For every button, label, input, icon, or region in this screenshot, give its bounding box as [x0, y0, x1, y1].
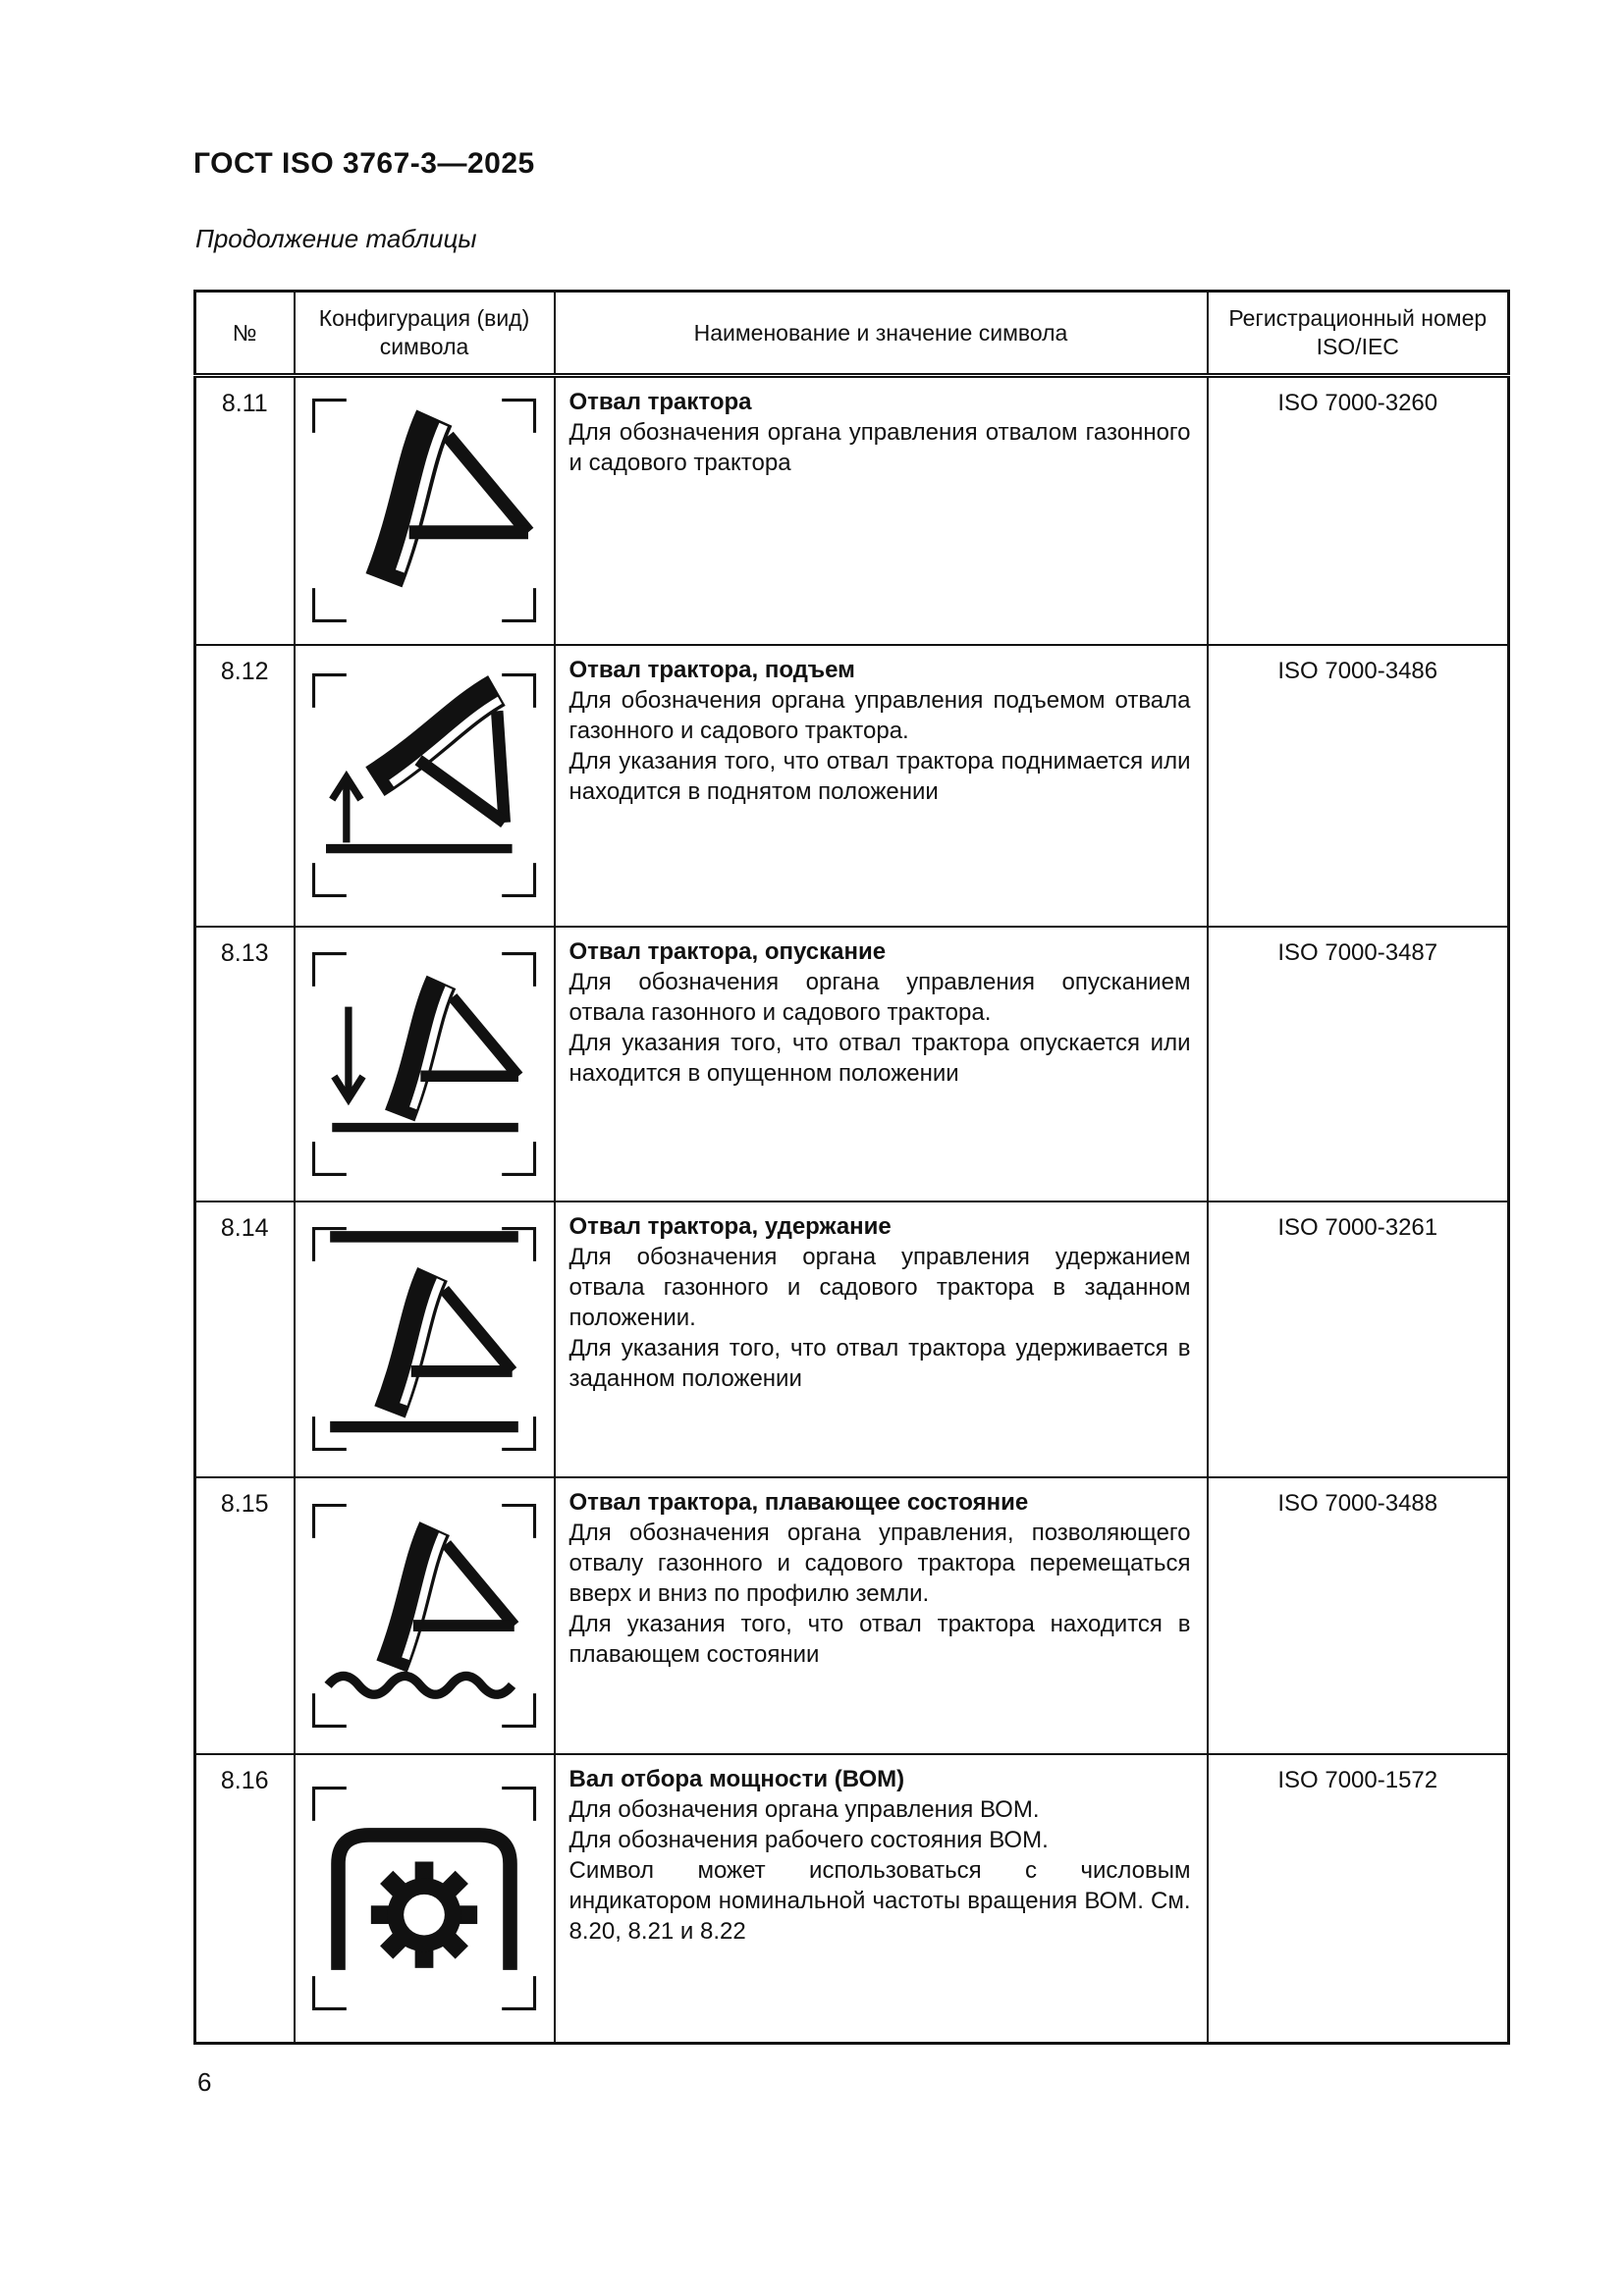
iso-registration-number: ISO 7000-1572 [1208, 1754, 1509, 2044]
table-row [195, 1201, 1509, 1477]
symbol-title: Отвал трактора, удержание [568, 1212, 892, 1240]
tractor-blade-lower-icon [301, 941, 547, 1187]
tractor-blade-icon [301, 388, 547, 633]
row-number: 8.14 [195, 1201, 295, 1477]
tractor-blade-hold-icon [301, 1216, 547, 1462]
row-number: 8.15 [195, 1477, 295, 1754]
symbol-title: Отвал трактора [568, 389, 752, 415]
wavy-ground-line [328, 1676, 512, 1694]
symbols-table [193, 290, 1510, 2045]
tractor-blade-raise-icon [301, 663, 547, 908]
symbol-description: Для обозначения органа управления подъемом отвала газонного и садового трактора. [568, 686, 1191, 744]
symbol-cell [295, 1754, 555, 2044]
tractor-blade-float-icon [301, 1493, 547, 1738]
symbol-description: Для обозначения рабочего состояния ВОМ. [568, 1826, 1049, 1853]
column-header-symbol-configuration: Конфигурация (вид) символа [295, 292, 555, 376]
symbol-description: Для обозначения органа управления отвалом газонного и садового трактора [568, 419, 1191, 476]
row-number: 8.16 [195, 1754, 295, 2044]
column-header-number: № [195, 292, 295, 376]
iso-registration-number: ISO 7000-3488 [1208, 1477, 1509, 1754]
page-number: 6 [197, 2067, 212, 2097]
gear-icon [371, 1861, 477, 1967]
table-row [195, 1754, 1509, 2044]
symbol-title: Отвал трактора, опускание [568, 937, 887, 965]
symbol-title: Вал отбора мощности (ВОМ) [568, 1765, 905, 1792]
table-row [195, 927, 1509, 1201]
row-number: 8.11 [195, 376, 295, 645]
symbol-title: Отвал трактора, подъем [568, 656, 855, 683]
iso-registration-number: ISO 7000-3486 [1208, 645, 1509, 927]
pto-gear-icon [301, 1776, 547, 2021]
row-number: 8.12 [195, 645, 295, 927]
symbol-description: Для указания того, что отвал трактора поднимается или находится в поднятом положении [568, 747, 1191, 805]
symbol-cell [295, 1201, 555, 1477]
table-header-row [195, 292, 1509, 376]
row-number: 8.13 [195, 927, 295, 1201]
iso-registration-number: ISO 7000-3260 [1208, 376, 1509, 645]
table-row [195, 376, 1509, 645]
symbol-description: Для обозначения органа управления опусканием отвала газонного и садового трактора. [568, 968, 1191, 1026]
symbol-description: Для обозначения органа управления, позволяющего отвалу газонного и садового трактора перемещаться вверх и вниз по профилю земли. [568, 1519, 1191, 1607]
iso-registration-number: ISO 7000-3261 [1208, 1201, 1509, 1477]
table-row [195, 1477, 1509, 1754]
symbol-title: Отвал трактора, плавающее состояние [568, 1488, 1029, 1516]
symbol-description: Символ может использоваться с числовым индикатором номинальной частоты вращения ВОМ. См. 8.20, 8.21 и 8.22 [568, 1856, 1191, 1945]
table-continuation-caption: Продолжение таблицы [195, 224, 477, 253]
symbol-cell [295, 927, 555, 1201]
iso-registration-number: ISO 7000-3487 [1208, 927, 1509, 1201]
symbol-description: Для указания того, что отвал трактора удерживается в заданном положении [568, 1334, 1191, 1392]
table-row [195, 645, 1509, 927]
symbol-description: Для указания того, что отвал трактора находится в плавающем состоянии [568, 1610, 1191, 1668]
doc-header: ГОСТ ISO 3767-3—2025 [193, 147, 535, 180]
symbol-cell [295, 376, 555, 645]
symbol-description: Для обозначения органа управления удержанием отвала газонного и садового трактора в заданном положении. [568, 1243, 1191, 1331]
column-header-name-meaning: Наименование и значение символа [555, 292, 1208, 376]
symbol-description: Для обозначения органа управления ВОМ. [568, 1795, 1040, 1823]
symbol-cell [295, 1477, 555, 1754]
symbol-cell [295, 645, 555, 927]
column-header-iso-registration: Регистрационный номер ISO/IEC [1208, 292, 1509, 376]
symbol-description: Для указания того, что отвал трактора опускается или находится в опущенном положении [568, 1029, 1191, 1087]
